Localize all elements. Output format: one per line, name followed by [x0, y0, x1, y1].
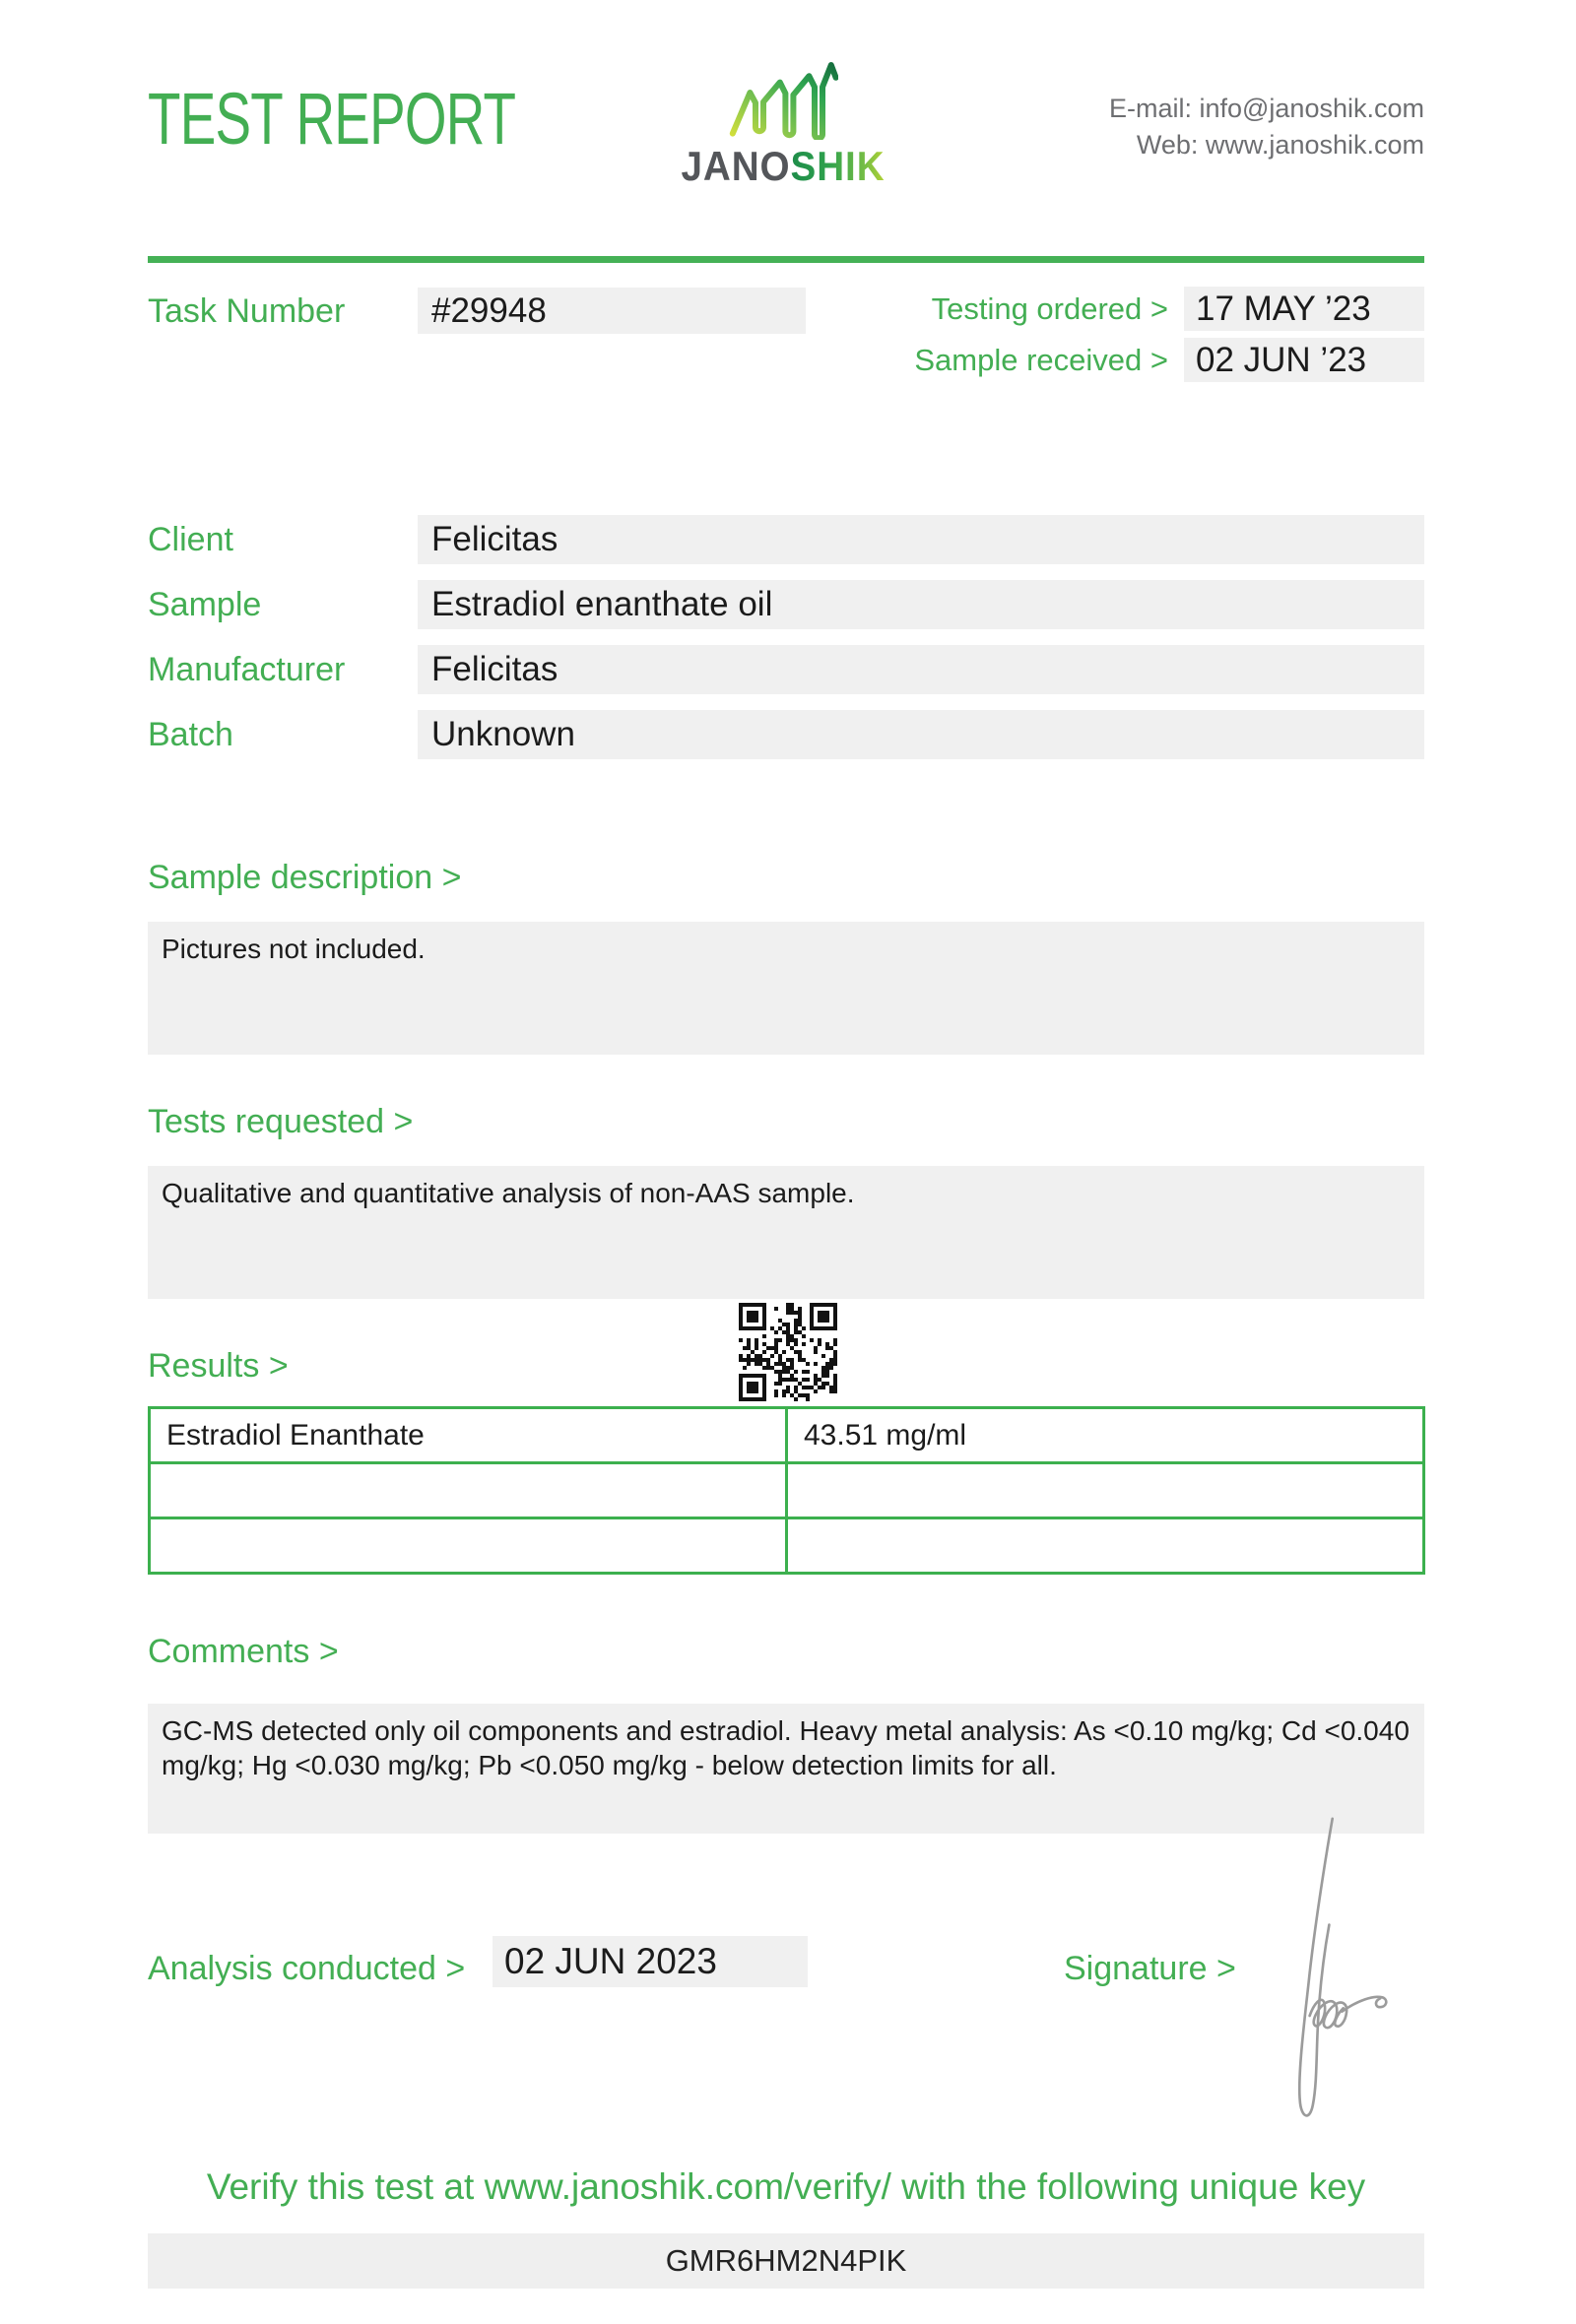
contact-block: [1109, 91, 1424, 163]
signature-image: [1269, 1810, 1392, 2135]
results-heading: Results >: [148, 1347, 289, 1385]
testing-ordered-value: 17 MAY ’23: [1184, 287, 1424, 331]
sample-received-value: 02 JUN ’23: [1184, 338, 1424, 382]
manufacturer-label: Manufacturer: [148, 650, 346, 688]
page-title: TEST REPORT: [148, 78, 516, 160]
tests-requested-text: Qualitative and quantitative analysis of non-AAS sample.: [162, 1178, 855, 1208]
results-table: [148, 1406, 1425, 1575]
sample-description-text: Pictures not included.: [162, 934, 426, 964]
header-divider: [148, 256, 1424, 263]
sample-value: Estradiol enanthate oil: [418, 580, 1424, 629]
comments-heading: Comments >: [148, 1633, 339, 1670]
result-amount: 43.51 mg/ml: [788, 1409, 1422, 1461]
chart-logo-icon: [728, 57, 838, 140]
result-substance: Estradiol Enanthate: [151, 1409, 785, 1461]
task-number-label: Task Number: [148, 292, 346, 330]
comments-box: [148, 1704, 1424, 1834]
email-line: E-mail: info@janoshik.com: [1108, 94, 1424, 123]
batch-label: Batch: [148, 715, 233, 753]
result-substance: [151, 1464, 785, 1517]
testing-ordered-label: Testing ordered >: [931, 290, 1168, 326]
qr-code: [739, 1303, 837, 1401]
sample-received-label: Sample received >: [914, 342, 1168, 377]
task-number-value: #29948: [418, 288, 806, 334]
result-amount: [788, 1464, 1422, 1517]
tests-requested-heading: Tests requested >: [148, 1103, 414, 1140]
comments-text: GC-MS detected only oil components and estradiol. Heavy metal analysis: As <0.10 mg/kg; Cd <0.040 mg/kg; Hg <0.030 mg/kg; Pb <0.050 mg/kg - below detection limits for all.: [162, 1715, 1410, 1780]
verify-instruction: Verify this test at www.janoshik.com/verify/ with the following unique key: [206, 2166, 1366, 2207]
logo-wordmark: [647, 143, 919, 189]
sample-received-row: [914, 338, 1424, 382]
janoshik-logo: [635, 57, 931, 187]
testing-ordered-row: [914, 287, 1424, 331]
sample-label: Sample: [148, 585, 262, 623]
manufacturer-value: Felicitas: [418, 645, 1424, 694]
logo-jano-text: JANO: [681, 143, 791, 189]
web-line: Web: www.janoshik.com: [1136, 130, 1424, 160]
sample-description-box: [148, 922, 1424, 1055]
client-value: Felicitas: [418, 515, 1424, 564]
signature-label: Signature >: [1064, 1950, 1236, 1987]
client-label: Client: [148, 520, 233, 558]
dates-block: [914, 287, 1424, 389]
verify-key: GMR6HM2N4PIK: [148, 2233, 1424, 2289]
tests-requested-box: [148, 1166, 1424, 1299]
analysis-date: 02 JUN 2023: [492, 1936, 808, 1987]
sample-description-heading: Sample description >: [148, 859, 462, 896]
batch-value: Unknown: [418, 710, 1424, 759]
result-substance: [151, 1519, 785, 1572]
analysis-conducted-label: Analysis conducted >: [148, 1950, 466, 1987]
result-amount: [788, 1519, 1422, 1572]
logo-shik-text: SHIK: [790, 143, 886, 189]
